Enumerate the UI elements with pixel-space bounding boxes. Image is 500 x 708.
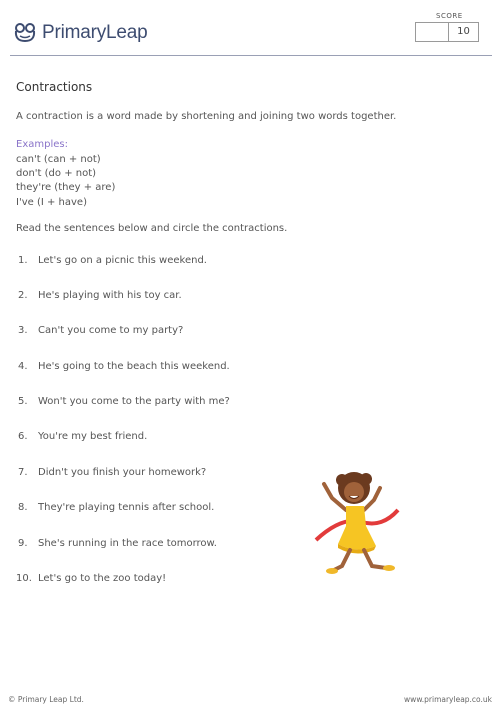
copyright-text: © Primary Leap Ltd.	[8, 695, 84, 704]
example-item: I've (I + have)	[16, 196, 87, 208]
question-item[interactable]	[18, 255, 207, 266]
brand-name: PrimaryLeap	[42, 22, 148, 43]
score-label: SCORE	[436, 12, 463, 20]
question-number: 3.	[18, 325, 28, 336]
question-text[interactable]: He's playing with his toy car.	[38, 290, 182, 301]
question-item[interactable]	[18, 467, 206, 478]
instruction-text: Read the sentences below and circle the contractions.	[16, 223, 288, 234]
question-item[interactable]	[18, 325, 183, 336]
question-item[interactable]	[18, 290, 182, 301]
question-item[interactable]	[18, 502, 214, 513]
question-item[interactable]	[18, 361, 230, 372]
question-text[interactable]: They're playing tennis after school.	[38, 502, 215, 513]
header	[0, 0, 500, 56]
question-item[interactable]	[16, 573, 166, 584]
question-text[interactable]: Didn't you finish your homework?	[38, 467, 207, 478]
question-number: 2.	[18, 290, 28, 301]
question-number: 5.	[18, 396, 28, 407]
brand-logo[interactable]	[14, 22, 148, 44]
question-text[interactable]: Can't you come to my party?	[38, 325, 184, 336]
example-item: can't (can + not)	[16, 154, 101, 165]
question-number: 8.	[18, 502, 28, 513]
question-number: 7.	[18, 467, 28, 478]
question-number: 1.	[18, 255, 28, 266]
question-number: 6.	[18, 431, 28, 442]
question-item[interactable]	[18, 431, 147, 442]
question-text[interactable]: Let's go on a picnic this weekend.	[38, 255, 207, 266]
question-text[interactable]: Won't you come to the party with me?	[38, 396, 230, 407]
example-item: don't (do + not)	[16, 168, 97, 180]
question-number: 9.	[18, 538, 28, 549]
examples-heading: Examples:	[16, 139, 68, 150]
score-input[interactable]	[416, 23, 449, 41]
score-total: 10	[457, 26, 470, 37]
question-text[interactable]: She's running in the race tomorrow.	[38, 538, 217, 549]
frog-logo-icon	[14, 23, 36, 43]
examples-list	[16, 153, 115, 210]
running-girl-illustration	[312, 470, 412, 582]
question-text[interactable]: Let's go to the zoo today!	[38, 573, 167, 584]
website-link[interactable]: www.primaryleap.co.uk	[404, 695, 492, 704]
question-item[interactable]	[18, 538, 217, 549]
example-item: they're (they + are)	[16, 182, 116, 194]
question-number: 4.	[18, 361, 28, 372]
question-number: 10.	[16, 573, 32, 584]
page-title: Contractions	[16, 80, 93, 94]
score-box	[415, 22, 479, 42]
intro-text: A contraction is a word made by shortening and joining two words together.	[16, 111, 397, 122]
question-text[interactable]: You're my best friend.	[38, 431, 148, 442]
header-divider	[10, 55, 492, 56]
question-text[interactable]: He's going to the beach this weekend.	[38, 361, 230, 372]
question-item[interactable]	[18, 396, 230, 407]
